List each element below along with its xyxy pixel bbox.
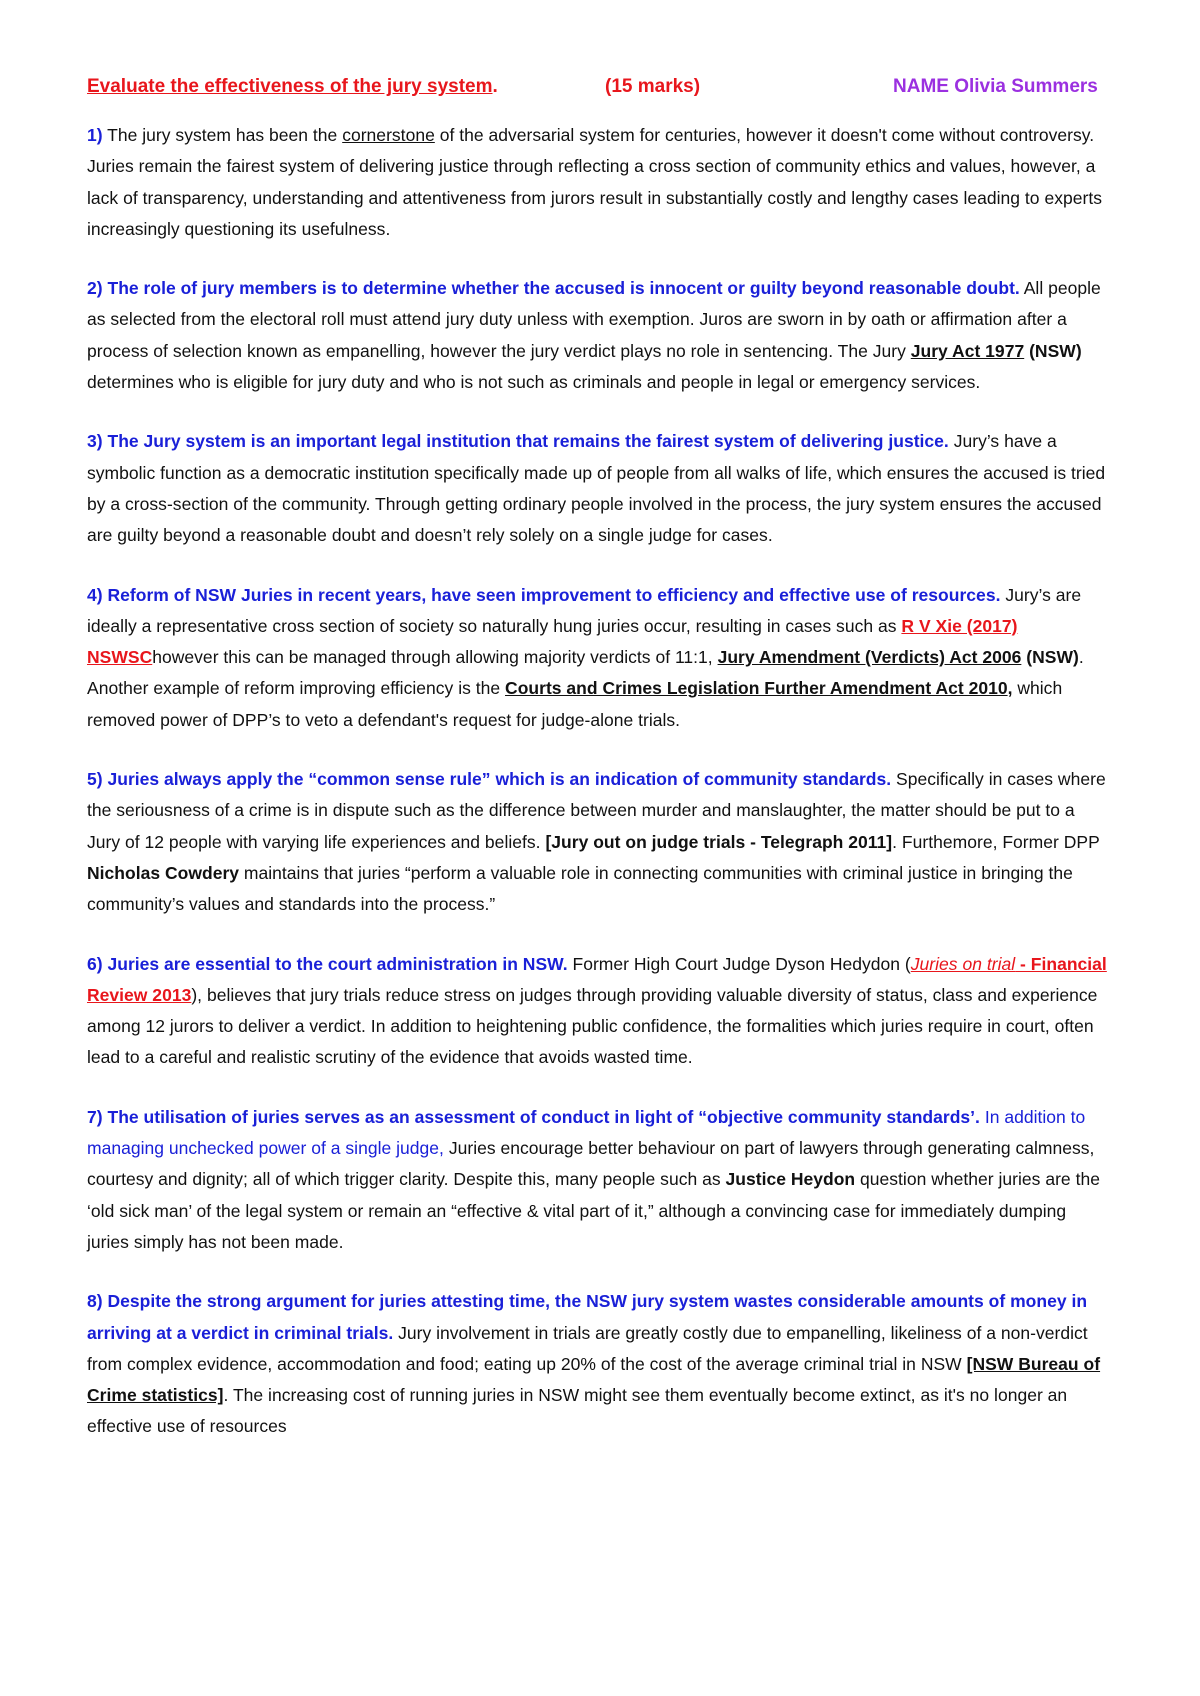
paragraph-2: 2) The role of jury members is to determine whether the accused is innocent or guilty beyond reasonable doubt. All people as selected from the electoral roll must attend jury duty unless with exemption. Juros are sworn in by oath or affirmation after a process of selection known as empanelling, however the jury verdict plays no role in sentencing. The Jury Jury Act 1977 (NSW) determines who is eligible for jury duty and who is not such as criminals and people in legal or emergency services. — [87, 278, 1101, 393]
paragraph-6-lead: 6) Juries are essential to the court administration in NSW. — [87, 953, 568, 974]
paragraph-7-lead: 7) The utilisation of juries serves as an assessment of conduct in light of “objective community standards’. — [87, 1106, 980, 1127]
paragraph-2-lead: 2) The role of jury members is to determine whether the accused is innocent or guilty beyond reasonable doubt. — [87, 278, 1020, 299]
act-reference: Courts and Crimes Legislation Further Amendment Act 2010 — [505, 678, 1008, 699]
paragraph-5: 5) Juries always apply the “common sense rule” which is an indication of community standards. Specifically in cases where the seriousness of a crime is in dispute such as the difference between murder and manslaughter, the matter should be put to a Jury of 12 people with varying life experiences and beliefs. [Jury out on judge trials - Telegraph 2011]. Furthemore, Former DPP Nicholas Cowdery maintains that juries “perform a valuable role in connecting communities with criminal justice in bringing the community’s values and standards into the process.” — [87, 769, 1106, 915]
case-reference: R V Xie (2017) NSWSC — [87, 615, 1018, 668]
act-reference: Jury Amendment (Verdicts) Act 2006 — [717, 647, 1022, 668]
student-name: NAME Olivia Summers — [893, 76, 1098, 97]
paragraph-3: 3) The Jury system is an important legal institution that remains the fairest system of delivering justice. Jury’s have a symbolic function as a democratic institution specifically made up of people from all walks of life, which ensures the accused is tried by a cross-section of the community. Through getting ordinary people involved in the process, the jury system ensures the accused are guilty beyond a reasonable doubt and doesn’t rely solely on a single judge for cases. — [87, 431, 1106, 546]
paragraph-1: 1) The jury system has been the cornerstone of the adversarial system for centuries, however it doesn't come without controversy. Juries remain the fairest system of delivering justice through reflecting a cross section of community ethics and values, however, a lack of transparency, understanding and attentiveness from jurors result in substantially costly and lengthy cases leading to experts increasingly questioning its usefulness. — [87, 125, 1102, 239]
paragraph-7: 7) The utilisation of juries serves as an assessment of conduct in light of “objective community standards’. In addition to managing unchecked power of a single judge, Juries encourage better behaviour on part of lawyers through generating calmness, courtesy and dignity; all of which trigger clarity. Despite this, many people such as Justice Heydon question whether juries are the ‘old sick man’ of the legal system or remain an “effective & vital part of it,” although a convincing case for immediately dumping juries simply has not been made. — [87, 1106, 1100, 1252]
paragraph-4: 4) Reform of NSW Juries in recent years, have seen improvement to efficiency and effective use of resources. Jury’s are ideally a representative cross section of society so naturally hung juries occur, resulting in cases such as R V Xie (2017) NSWSChowever this can be managed through allowing majority verdicts of 11:1, Jury Amendment (Verdicts) Act 2006 (NSW). Another example of reform improving efficiency is the Courts and Crimes Legislation Further Amendment Act 2010, which removed power of DPP’s to veto a defendant's request for judge-alone trials. — [87, 584, 1084, 730]
paragraph-8-lead: 8) Despite the strong argument for juries attesting time, the NSW jury system wastes considerable amounts of money in arriving at a verdict in criminal trials. — [87, 1291, 1088, 1343]
paragraph-4-lead: 4) Reform of NSW Juries in recent years, have seen improvement to efficiency and effective use of resources. — [87, 584, 1001, 605]
paragraph-3-lead: 3) The Jury system is an important legal institution that remains the fairest system of delivering justice. — [87, 431, 949, 452]
source-reference: Juries on trial — [910, 953, 1016, 974]
person-name: Justice Heydon — [725, 1169, 856, 1190]
source-reference: [Jury out on judge trials - Telegraph 2011] — [545, 831, 893, 852]
marks-label: (15 marks) — [605, 76, 701, 97]
document-header — [87, 72, 1110, 112]
paragraph-6: 6) Juries are essential to the court administration in NSW. Former High Court Judge Dyson Hedydon (Juries on trial - Financial Review 2013), believes that jury trials reduce stress on judges through providing valuable diversity of status, class and experience among 12 jurors to deliver a verdict. In addition to heightening public confidence, the formalities which juries require in court, often lead to a careful and realistic scrutiny of the evidence that avoids wasted time. — [87, 953, 1107, 1068]
person-name: Nicholas Cowdery — [87, 862, 240, 883]
source-reference: [NSW Bureau of Crime statistics] — [87, 1353, 1101, 1406]
act-reference: Jury Act 1977 — [910, 340, 1025, 361]
question-title: Evaluate the effectiveness of the jury system. — [87, 76, 498, 97]
paragraph-8: 8) Despite the strong argument for juries attesting time, the NSW jury system wastes considerable amounts of money in arriving at a verdict in criminal trials. Jury involvement in trials are greatly costly due to empanelling, likeliness of a non-verdict from complex evidence, accommodation and food; eating up 20% of the cost of the average criminal trial in NSW [NSW Bureau of Crime statistics]. The increasing cost of running juries in NSW might see them eventually become extinct, as it's no longer an effective use of resources — [87, 1291, 1101, 1437]
paragraph-5-lead: 5) Juries always apply the “common sense rule” which is an indication of community standards. — [87, 769, 892, 790]
